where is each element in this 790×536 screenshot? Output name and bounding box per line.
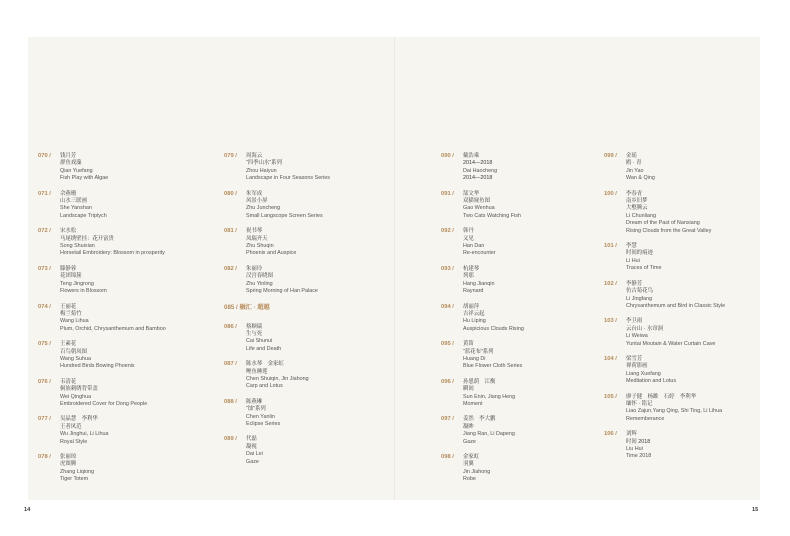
entry-line: 梅兰菊竹 bbox=[60, 310, 82, 317]
page-gutter bbox=[394, 37, 395, 500]
entry-line: 云台山 · 水帘洞 bbox=[626, 325, 664, 332]
index-entry bbox=[604, 318, 754, 348]
entry-number-value: 073 bbox=[38, 265, 48, 272]
index-entry bbox=[441, 153, 591, 183]
entry-line: Li Weiwa bbox=[626, 333, 648, 340]
entry-number: 080 / bbox=[224, 190, 237, 197]
entry-line: Embroidered Cover for Dong People bbox=[60, 400, 148, 407]
entry-line: 陈燕琳 bbox=[246, 398, 263, 405]
index-entry bbox=[224, 324, 384, 354]
entry-line: 胡丽萍 bbox=[463, 303, 480, 310]
entry-body bbox=[626, 153, 754, 183]
entry-line: Jin Jiahong bbox=[463, 468, 491, 475]
index-column-4 bbox=[604, 153, 754, 469]
entry-line: 吴晶慧 李利华 bbox=[60, 416, 98, 423]
entry-number-value: 093 bbox=[441, 265, 451, 272]
entry-number-value: 105 bbox=[604, 393, 614, 400]
entry-line: 群鱼戏藻 bbox=[60, 160, 82, 167]
entry-line: Li Chunliang bbox=[626, 212, 656, 219]
entry-line: Song Shuixian bbox=[60, 243, 95, 250]
entry-number: 086 / bbox=[224, 323, 237, 330]
entry-line: Horsetail Embroidery: Blossom in prosperity bbox=[60, 250, 165, 257]
entry-line: 周海云 bbox=[246, 153, 263, 159]
entry-number-value: 077 bbox=[38, 416, 48, 423]
index-entry bbox=[224, 361, 384, 391]
entry-line: Eclipse Series bbox=[246, 420, 281, 427]
entry-line: 张丽琼 bbox=[60, 454, 77, 460]
entry-line: “蓝花布”系列 bbox=[463, 348, 494, 355]
entry-line: Tiger Totem bbox=[60, 476, 89, 483]
entry-line: 双猫窥鱼图 bbox=[463, 198, 490, 205]
entry-number-value: 080 bbox=[224, 190, 234, 197]
entry-line: 王素花 bbox=[60, 341, 77, 348]
entry-number-value: 094 bbox=[441, 303, 451, 310]
entry-line: Plum, Orchid, Chrysanthemum and Bamboo bbox=[60, 325, 166, 332]
entry-line: 王者风范 bbox=[60, 423, 82, 430]
entry-line: 代磊 bbox=[246, 436, 257, 443]
entry-body bbox=[626, 243, 754, 273]
entry-line: 时间的痕迹 bbox=[626, 250, 653, 257]
entry-body bbox=[60, 341, 198, 371]
entry-line: 瞬间 bbox=[463, 386, 474, 393]
entry-line: Wang Suhua bbox=[60, 355, 91, 362]
entry-number-value: 081 bbox=[224, 228, 234, 235]
index-entry bbox=[224, 191, 384, 221]
entry-number: 081 / bbox=[224, 228, 237, 235]
entry-number: 100 / bbox=[604, 190, 617, 197]
entry-line: Cai Shunui bbox=[246, 338, 273, 345]
index-entry bbox=[38, 266, 198, 296]
entry-body bbox=[60, 304, 198, 334]
index-entry bbox=[441, 416, 591, 446]
entry-number: 077 / bbox=[38, 416, 51, 423]
entry-number: 098 / bbox=[441, 454, 454, 460]
entry-line: 列那 bbox=[463, 273, 474, 280]
entry-line: Fish Play with Algae bbox=[60, 175, 109, 182]
entry-line: Life and Death bbox=[246, 345, 282, 352]
index-column-3 bbox=[441, 153, 591, 492]
entry-line: 百鸟朝凤图 bbox=[60, 348, 87, 355]
entry-number-value: 072 bbox=[38, 228, 48, 235]
entry-line: Small Langscope Screen Series bbox=[246, 212, 323, 219]
index-entry bbox=[441, 266, 591, 296]
entry-line: 虎图腾 bbox=[60, 461, 77, 468]
entry-body bbox=[463, 416, 591, 446]
index-entry bbox=[441, 379, 591, 409]
entry-line: Two Cats Watching Fish bbox=[463, 212, 521, 219]
entry-body bbox=[626, 356, 754, 386]
entry-number-value: 106 bbox=[604, 431, 614, 438]
entry-number-value: 089 bbox=[224, 436, 234, 443]
entry-number-value: 071 bbox=[38, 190, 48, 197]
entry-line: 姜然 李大鹏 bbox=[463, 416, 496, 423]
entry-line: 大壑腾云 bbox=[626, 205, 648, 212]
entry-number-value: 078 bbox=[38, 454, 48, 460]
entry-number: 071 / bbox=[38, 190, 51, 197]
entry-line: Liu Hui bbox=[626, 446, 643, 452]
entry-line: Zhou Haiyun bbox=[246, 167, 277, 174]
entry-line: Landscape in Four Seasons Series bbox=[246, 175, 330, 182]
entry-line: 花团锦簇 bbox=[60, 273, 82, 280]
entry-number: 072 / bbox=[38, 228, 51, 235]
entry-number-value: 095 bbox=[441, 341, 451, 348]
entry-line: 汉宫春晓图 bbox=[246, 273, 273, 280]
entry-body bbox=[626, 191, 754, 235]
entry-line: Dream of the Past of Nanxiang bbox=[626, 220, 700, 227]
entry-body bbox=[60, 153, 198, 183]
entry-line: Zhu Yinling bbox=[246, 280, 273, 287]
entry-line: 滕静蓉 bbox=[60, 265, 77, 272]
entry-line: 凝视 bbox=[246, 443, 257, 450]
entry-line: 孙恩荫 江衡 bbox=[463, 378, 496, 385]
index-entry bbox=[224, 228, 384, 258]
entry-body bbox=[60, 266, 198, 296]
index-entry bbox=[38, 228, 198, 258]
entry-line: Yuntai Moutain & Water Curtain Cave bbox=[626, 340, 716, 347]
index-column-1 bbox=[38, 153, 198, 492]
entry-number-value: 100 bbox=[604, 190, 614, 197]
entry-line: Dai Haocheng bbox=[463, 167, 498, 174]
entry-line: 金瑶 bbox=[626, 153, 637, 159]
entry-line: 凝眸 bbox=[463, 423, 474, 430]
index-entry bbox=[224, 436, 384, 466]
entry-number: 097 / bbox=[441, 416, 454, 423]
entry-line: Hu Liping bbox=[463, 318, 486, 325]
entry-body bbox=[60, 454, 198, 484]
entry-line: 王丽花 bbox=[60, 303, 77, 310]
entry-line: Traces of Time bbox=[626, 265, 662, 272]
page-number-right: 15 bbox=[752, 507, 759, 513]
entry-number: 091 / bbox=[441, 190, 454, 197]
entry-line: Blue Flower Cloth Series bbox=[463, 363, 523, 370]
entry-line: Robe bbox=[463, 476, 476, 483]
index-entry bbox=[441, 341, 591, 371]
entry-body bbox=[463, 153, 591, 183]
entry-body bbox=[463, 191, 591, 221]
entry-line: 凤瑞齐天 bbox=[246, 235, 268, 242]
entry-line: 鸥 · 青 bbox=[626, 160, 642, 167]
entry-line: 风景小屏 bbox=[246, 198, 268, 205]
entry-line: Hang Jianqin bbox=[463, 280, 495, 287]
entry-line: 禅荷影画 bbox=[626, 363, 648, 370]
index-entry bbox=[604, 191, 754, 235]
index-entry bbox=[604, 243, 754, 273]
entry-line: Zhu Shuqin bbox=[246, 243, 274, 250]
entry-body bbox=[626, 431, 754, 461]
entry-line: Time 2018 bbox=[626, 453, 652, 460]
entry-line: 陈水琴 金家虹 bbox=[246, 361, 284, 368]
index-entry bbox=[224, 153, 384, 183]
entry-line: Wan & Qing bbox=[626, 175, 655, 182]
entry-line: Gaze bbox=[246, 458, 259, 465]
entry-line: 羽翼 bbox=[463, 461, 474, 468]
entry-line: 侗族刺绣背带盖 bbox=[60, 386, 98, 393]
entry-body bbox=[246, 153, 384, 183]
entry-number: 099 / bbox=[604, 153, 617, 159]
entry-line: Chrysanthemum and Bird in Classic Style bbox=[626, 302, 726, 309]
entry-line: Zhang Liqiong bbox=[60, 468, 95, 475]
entry-body bbox=[246, 436, 384, 466]
entry-line: Spring Morning of Han Palace bbox=[246, 288, 318, 295]
entry-line: 又见 bbox=[463, 235, 474, 242]
entry-number: 074 / bbox=[38, 303, 51, 310]
entry-number: 105 / bbox=[604, 393, 617, 400]
entry-number: 087 / bbox=[224, 361, 237, 368]
index-entry bbox=[441, 228, 591, 258]
entry-line: 李卫雨 bbox=[626, 318, 643, 325]
entry-line: 马尾绣壁挂：花开富贵 bbox=[60, 235, 114, 242]
entry-line: Phoenix and Auspice bbox=[246, 250, 297, 257]
entry-line: Meditation and Lotus bbox=[626, 378, 677, 385]
entry-number-value: 097 bbox=[441, 416, 451, 423]
entry-number: 082 / bbox=[224, 265, 237, 272]
entry-body bbox=[463, 454, 591, 484]
entry-number: 095 / bbox=[441, 341, 454, 348]
entry-line: 时间 2018 bbox=[626, 438, 651, 445]
entry-line: Royal Style bbox=[60, 438, 88, 445]
index-entry bbox=[38, 341, 198, 371]
index-entry bbox=[441, 454, 591, 484]
entry-line: 鲤鱼睡莲 bbox=[246, 368, 268, 375]
entry-line: 朱军成 bbox=[246, 190, 263, 197]
entry-number: 090 / bbox=[441, 153, 454, 159]
entry-line: Rising Clouds from the Great Valley bbox=[626, 227, 712, 234]
entry-number: 078 / bbox=[38, 454, 51, 460]
index-entry bbox=[38, 379, 198, 409]
section-title: 085 / 融汇 · 超越 bbox=[224, 303, 270, 311]
index-entry bbox=[224, 399, 384, 429]
page-number-left: 14 bbox=[24, 507, 31, 513]
entry-body bbox=[246, 361, 384, 391]
entry-line: Raynard bbox=[463, 288, 484, 295]
entry-number-value: 096 bbox=[441, 378, 451, 385]
entry-line: Han Dan bbox=[463, 243, 485, 250]
entry-line: Dai Lei bbox=[246, 451, 263, 458]
entry-line: 戴浩乘 bbox=[463, 153, 480, 159]
entry-line: Chen Yanlin bbox=[246, 413, 275, 420]
entry-line: Landscape Triptych bbox=[60, 212, 107, 219]
entry-line: Hundred Birds Bowing Phoenix bbox=[60, 363, 135, 370]
entry-line: 蔡顺瑞 bbox=[246, 323, 263, 330]
entry-number-value: 102 bbox=[604, 280, 614, 287]
entry-line: 2014—2018 bbox=[463, 175, 493, 182]
index-entry bbox=[38, 416, 198, 446]
entry-line: Gao Wenhua bbox=[463, 205, 495, 212]
entry-line: 廖子健 杨雎 石婷 李利华 bbox=[626, 393, 697, 400]
entry-line: Jin Yao bbox=[626, 167, 644, 174]
index-column-2 bbox=[224, 153, 384, 474]
entry-line: Gaze bbox=[463, 438, 476, 445]
entry-line: Moment bbox=[463, 400, 483, 407]
entry-number-value: 082 bbox=[224, 265, 234, 272]
entry-line: 杭建琴 bbox=[463, 265, 480, 272]
entry-line: Auspicious Clouds Rising bbox=[463, 325, 524, 332]
entry-line: 缅怀 · 铭记 bbox=[626, 400, 653, 407]
entry-number-value: 101 bbox=[604, 243, 614, 250]
entry-line: Re-encounter bbox=[463, 250, 496, 257]
entry-line: 钱月芳 bbox=[60, 153, 77, 159]
entry-body bbox=[626, 394, 754, 424]
entry-line: Wei Qinghua bbox=[60, 393, 92, 400]
index-entry bbox=[604, 356, 754, 386]
index-entry bbox=[441, 191, 591, 221]
entry-line: “四季山水”系列 bbox=[246, 160, 282, 167]
entry-line: 郜文华 bbox=[463, 190, 480, 197]
entry-body bbox=[626, 281, 754, 311]
entry-line: Qian Yuefang bbox=[60, 167, 93, 174]
entry-number: 101 / bbox=[604, 243, 617, 250]
entry-line: 佘燕珊 bbox=[60, 190, 77, 197]
entry-line: 梁雪芳 bbox=[626, 355, 643, 362]
entry-body bbox=[463, 341, 591, 371]
entry-line: She Yanshan bbox=[60, 205, 92, 212]
entry-line: 山水三联画 bbox=[60, 198, 87, 205]
entry-line: Liao Zajun,Yang Qing, Shi Ting, Li Lihua bbox=[626, 408, 723, 415]
entry-body bbox=[60, 379, 198, 409]
entry-number: 104 / bbox=[604, 355, 617, 362]
entry-number-value: 090 bbox=[441, 153, 451, 159]
entry-number-value: 099 bbox=[604, 153, 614, 159]
entry-line: Chen Shuiqin, Jin Jiahong bbox=[246, 375, 309, 382]
index-entry bbox=[604, 431, 754, 461]
entry-line: Wu Jinghui, Li Lihua bbox=[60, 431, 109, 438]
entry-body bbox=[626, 318, 754, 348]
entry-line: 生与死 bbox=[246, 330, 263, 337]
entry-body bbox=[246, 324, 384, 354]
entry-body bbox=[246, 399, 384, 429]
entry-body bbox=[246, 228, 384, 258]
entry-number-value: 103 bbox=[604, 318, 614, 325]
entry-line: Sun Enin, Jiang Heng bbox=[463, 393, 516, 400]
entry-number: 089 / bbox=[224, 436, 237, 443]
entry-line: 祝书琴 bbox=[246, 228, 263, 235]
entry-line: 刘辉 bbox=[626, 431, 637, 438]
entry-number: 106 / bbox=[604, 431, 617, 438]
entry-line: 黄笛 bbox=[463, 341, 474, 348]
entry-body bbox=[60, 228, 198, 258]
entry-line: Jiang Ran, Li Dapeng bbox=[463, 431, 515, 438]
entry-number-value: 088 bbox=[224, 398, 234, 405]
entry-body bbox=[246, 191, 384, 221]
entry-body bbox=[60, 191, 198, 221]
entry-number: 094 / bbox=[441, 303, 454, 310]
entry-number-value: 086 bbox=[224, 323, 234, 330]
entry-line: Zhu Juncheng bbox=[246, 205, 281, 212]
entry-number: 070 / bbox=[38, 153, 51, 159]
entry-body bbox=[463, 379, 591, 409]
entry-number-value: 076 bbox=[38, 378, 48, 385]
index-entry bbox=[441, 304, 591, 334]
entry-number: 079 / bbox=[224, 153, 237, 159]
entry-line: 李慧 bbox=[626, 243, 637, 250]
entry-body bbox=[463, 228, 591, 258]
entry-number: 102 / bbox=[604, 280, 617, 287]
entry-line: Li Hui bbox=[626, 257, 640, 264]
entry-line: Huang Di bbox=[463, 355, 486, 362]
entry-line: 金家虹 bbox=[463, 454, 480, 460]
entry-line: Rememberance bbox=[626, 415, 665, 422]
entry-line: 2014—2018 bbox=[463, 160, 493, 167]
entry-number: 103 / bbox=[604, 318, 617, 325]
entry-line: Teng Jingrong bbox=[60, 280, 94, 287]
entry-number-value: 091 bbox=[441, 190, 451, 197]
entry-number-value: 098 bbox=[441, 454, 451, 460]
entry-line: “蚀”系列 bbox=[246, 406, 266, 413]
entry-line: 韩丹 bbox=[463, 228, 474, 235]
entry-number: 092 / bbox=[441, 228, 454, 235]
entry-body bbox=[463, 304, 591, 334]
entry-number: 093 / bbox=[441, 265, 454, 272]
index-entry bbox=[38, 153, 198, 183]
index-entry bbox=[38, 304, 198, 334]
entry-body bbox=[246, 266, 384, 296]
entry-number-value: 074 bbox=[38, 303, 48, 310]
entry-line: 仿古菊花鸟 bbox=[626, 288, 653, 295]
entry-line: Li Jingfang bbox=[626, 295, 653, 302]
entry-number-value: 079 bbox=[224, 153, 234, 159]
index-entry bbox=[604, 281, 754, 311]
entry-number-value: 075 bbox=[38, 341, 48, 348]
entry-number: 073 / bbox=[38, 265, 51, 272]
entry-line: Liang Xuefang bbox=[626, 370, 661, 377]
entry-number-value: 092 bbox=[441, 228, 451, 235]
entry-number: 096 / bbox=[441, 378, 454, 385]
entry-line: Flowers in Blossom bbox=[60, 288, 107, 295]
entry-number-value: 070 bbox=[38, 153, 48, 159]
entry-line: 李春青 bbox=[626, 190, 643, 197]
entry-number: 075 / bbox=[38, 341, 51, 348]
index-entry bbox=[38, 454, 198, 484]
entry-number: 088 / bbox=[224, 398, 237, 405]
index-entry bbox=[38, 191, 198, 221]
entry-line: Carp and Lotus bbox=[246, 383, 283, 390]
entry-line: 韦清花 bbox=[60, 378, 77, 385]
entry-number-value: 087 bbox=[224, 361, 234, 368]
index-entry bbox=[604, 153, 754, 183]
entry-body bbox=[463, 266, 591, 296]
entry-number: 076 / bbox=[38, 378, 51, 385]
entry-line: 吉祥云起 bbox=[463, 310, 485, 317]
entry-body bbox=[60, 416, 198, 446]
entry-line: Wang Lihua bbox=[60, 318, 89, 325]
entry-line: 南乡旧梦 bbox=[626, 198, 648, 205]
index-entry bbox=[224, 266, 384, 296]
entry-line: 宋水松 bbox=[60, 228, 77, 235]
entry-line: 朱丽玲 bbox=[246, 265, 263, 272]
index-entry bbox=[604, 394, 754, 424]
entry-line: 李静芳 bbox=[626, 280, 643, 287]
entry-number-value: 104 bbox=[604, 355, 614, 362]
